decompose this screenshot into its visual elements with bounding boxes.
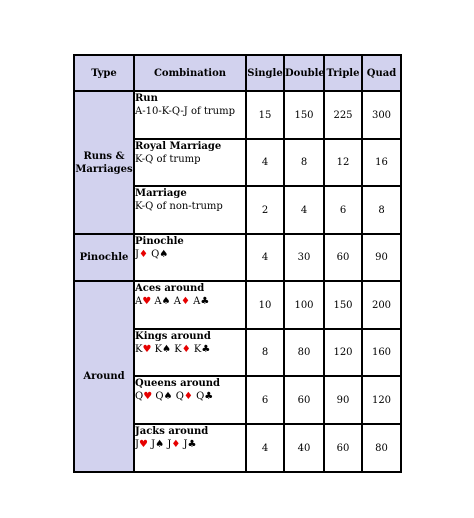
- header-combination: Combination: [134, 55, 246, 91]
- heart-icon: ♥: [143, 391, 153, 402]
- header-triple: Triple: [324, 55, 362, 91]
- value-quad: 160: [362, 329, 401, 376]
- combination-cell: [134, 91, 246, 139]
- value-double: 4: [284, 186, 324, 234]
- value-triple: 120: [324, 329, 362, 376]
- spade-icon: ♠: [155, 439, 165, 450]
- header-double: Double: [284, 55, 324, 91]
- diamond-icon: ♦: [181, 296, 190, 307]
- combination-name: Jacks around: [135, 426, 209, 437]
- heart-icon: ♥: [142, 344, 152, 355]
- table-row: [74, 234, 401, 281]
- combination-cell: [134, 329, 246, 376]
- combination-name: Marriage: [135, 188, 187, 199]
- combination-name: Run: [135, 93, 158, 104]
- combination-name: Aces around: [135, 283, 205, 294]
- value-double: 150: [284, 91, 324, 139]
- value-double: 80: [284, 329, 324, 376]
- value-single: 10: [246, 281, 284, 329]
- value-triple: 225: [324, 91, 362, 139]
- heart-icon: ♥: [142, 296, 152, 307]
- diamond-icon: ♦: [183, 391, 193, 402]
- value-triple: 6: [324, 186, 362, 234]
- club-icon: ♣: [204, 391, 214, 402]
- card-set: Q♥ Q♠ Q♦ Q♣: [135, 391, 214, 402]
- value-single: 4: [246, 139, 284, 186]
- combination-cell: [134, 234, 246, 281]
- type-pinochle: Pinochle: [74, 234, 134, 281]
- diamond-icon: ♦: [139, 249, 148, 260]
- club-icon: ♣: [200, 296, 210, 307]
- value-single: 4: [246, 234, 284, 281]
- value-single: 8: [246, 329, 284, 376]
- value-double: 100: [284, 281, 324, 329]
- club-icon: ♣: [201, 344, 211, 355]
- value-triple: 60: [324, 424, 362, 472]
- combination-desc: A-10-K-Q-J of trump: [135, 106, 235, 117]
- value-single: 4: [246, 424, 284, 472]
- card-set: J♥ J♠ J♦ J♣: [135, 439, 197, 450]
- value-triple: 12: [324, 139, 362, 186]
- table-row: [74, 281, 401, 329]
- type-around: Around: [74, 281, 134, 472]
- value-triple: 90: [324, 376, 362, 424]
- combination-cell: [134, 424, 246, 472]
- diamond-icon: ♦: [181, 344, 191, 355]
- value-double: 40: [284, 424, 324, 472]
- combination-name: Pinochle: [135, 236, 184, 247]
- spade-icon: ♠: [159, 249, 169, 260]
- value-double: 60: [284, 376, 324, 424]
- value-single: 2: [246, 186, 284, 234]
- value-triple: 60: [324, 234, 362, 281]
- value-double: 30: [284, 234, 324, 281]
- card-set: A♥ A♠ A♦ A♣: [135, 296, 210, 307]
- combination-name: Kings around: [135, 331, 211, 342]
- value-quad: 120: [362, 376, 401, 424]
- combination-desc: K-Q of trump: [135, 154, 201, 165]
- header-single: Single: [246, 55, 284, 91]
- value-triple: 150: [324, 281, 362, 329]
- table-row: [74, 91, 401, 139]
- spade-icon: ♠: [163, 391, 173, 402]
- pinochle-meld-table: [73, 54, 402, 473]
- value-quad: 8: [362, 186, 401, 234]
- heart-icon: ♥: [139, 439, 148, 450]
- spade-icon: ♠: [161, 296, 171, 307]
- value-single: 6: [246, 376, 284, 424]
- header-row: [74, 55, 401, 91]
- value-quad: 200: [362, 281, 401, 329]
- combination-cell: [134, 376, 246, 424]
- club-icon: ♣: [187, 439, 197, 450]
- combination-cell: [134, 186, 246, 234]
- card-set: K♥ K♠ K♦ K♣: [135, 344, 211, 355]
- combination-name: Royal Marriage: [135, 141, 222, 152]
- value-quad: 300: [362, 91, 401, 139]
- value-single: 15: [246, 91, 284, 139]
- spade-icon: ♠: [162, 344, 172, 355]
- combination-desc: K-Q of non-trump: [135, 201, 223, 212]
- combination-name: Queens around: [135, 378, 221, 389]
- combination-cell: [134, 281, 246, 329]
- value-quad: 80: [362, 424, 401, 472]
- card-set: J♦ Q♠: [135, 249, 169, 260]
- type-runs-marriages: Runs & Marriages: [74, 91, 134, 234]
- header-quad: Quad: [362, 55, 401, 91]
- combination-cell: [134, 139, 246, 186]
- value-quad: 16: [362, 139, 401, 186]
- header-type: Type: [74, 55, 134, 91]
- diamond-icon: ♦: [171, 439, 181, 450]
- value-double: 8: [284, 139, 324, 186]
- value-quad: 90: [362, 234, 401, 281]
